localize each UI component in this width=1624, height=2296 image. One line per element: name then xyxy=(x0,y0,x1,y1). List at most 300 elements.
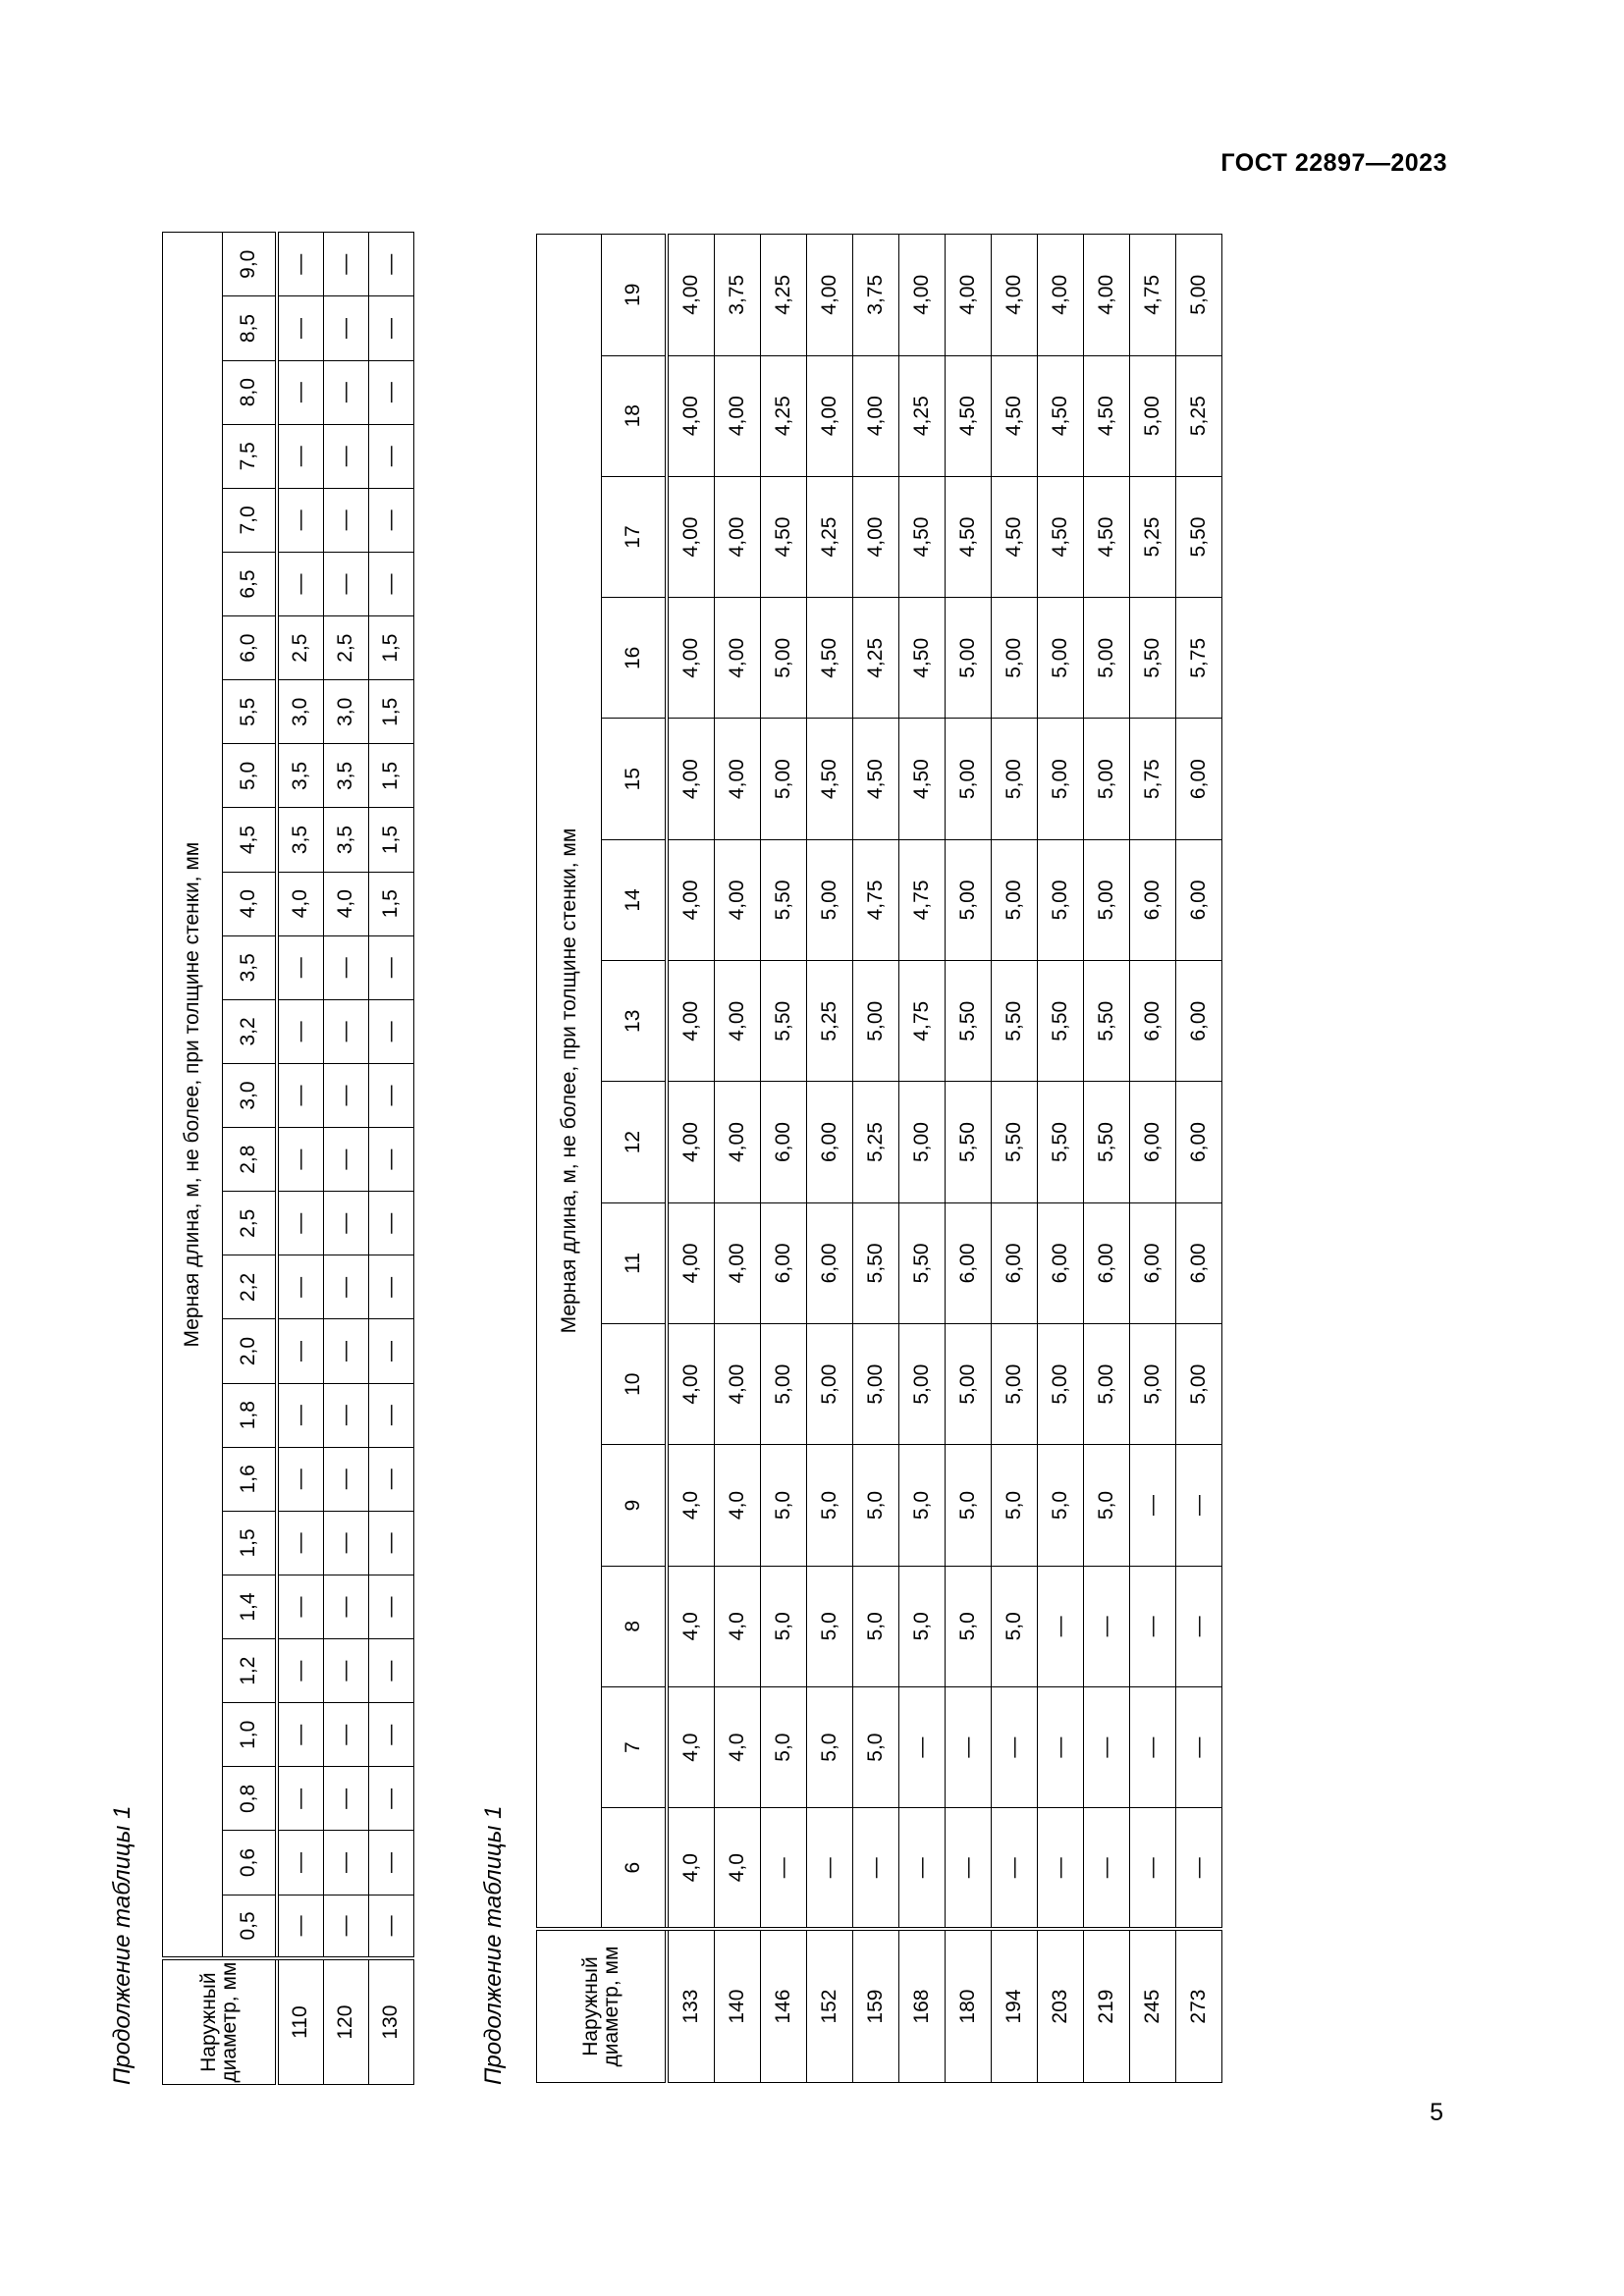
length-value-cell: 3,75 xyxy=(852,235,898,356)
wall-thickness-header: 19 xyxy=(602,235,667,356)
length-value-cell: 3,5 xyxy=(323,808,368,872)
length-value-cell: 5,00 xyxy=(945,598,991,719)
wall-thickness-header: 0,5 xyxy=(223,1895,277,1958)
length-value-cell: — xyxy=(368,1255,413,1319)
length-value-cell: 5,00 xyxy=(1129,355,1175,476)
length-value-cell: 4,00 xyxy=(667,961,715,1082)
length-value-cell: 5,0 xyxy=(991,1445,1037,1566)
length-value-cell: 4,25 xyxy=(760,355,806,476)
length-value-cell: 6,00 xyxy=(806,1202,852,1323)
length-value-cell: 4,50 xyxy=(898,476,945,597)
table1-wrapper xyxy=(162,232,414,2085)
length-value-cell: — xyxy=(368,296,413,360)
length-value-cell: 6,00 xyxy=(760,1202,806,1323)
wall-thickness-header: 7,0 xyxy=(223,488,277,552)
diameter-cell: 245 xyxy=(1129,1929,1175,2082)
length-value-cell: — xyxy=(323,488,368,552)
wall-thickness-header: 3,2 xyxy=(223,999,277,1063)
wall-thickness-header: 6,0 xyxy=(223,616,277,680)
length-value-cell: 6,00 xyxy=(1175,719,1221,839)
length-value-cell: — xyxy=(277,935,324,999)
wall-thickness-header: 2,5 xyxy=(223,1192,277,1255)
length-value-cell: 5,0 xyxy=(898,1566,945,1686)
length-value-cell: — xyxy=(323,1192,368,1255)
diameter-cell: 140 xyxy=(714,1929,760,2082)
length-value-cell: 4,00 xyxy=(714,1202,760,1323)
length-value-cell: — xyxy=(277,1128,324,1192)
length-value-cell: 5,00 xyxy=(1083,598,1129,719)
length-value-cell: 4,00 xyxy=(1037,235,1083,356)
length-value-cell: — xyxy=(1037,1808,1083,1929)
length-value-cell: 4,00 xyxy=(714,476,760,597)
wall-thickness-header: 5,5 xyxy=(223,680,277,744)
length-value-cell: 5,00 xyxy=(806,1324,852,1445)
length-value-cell: — xyxy=(368,1575,413,1638)
length-value-cell: 4,00 xyxy=(852,476,898,597)
length-value-cell: 4,00 xyxy=(945,235,991,356)
length-value-cell: — xyxy=(806,1808,852,1929)
wall-thickness-header: 12 xyxy=(602,1082,667,1202)
length-value-cell: — xyxy=(323,1895,368,1958)
length-value-cell: 4,0 xyxy=(667,1566,715,1686)
length-value-cell: 5,00 xyxy=(898,1324,945,1445)
length-value-cell: 5,50 xyxy=(1083,961,1129,1082)
length-value-cell: 5,25 xyxy=(806,961,852,1082)
table-row xyxy=(368,233,413,2085)
length-value-cell: 5,25 xyxy=(1175,355,1221,476)
diameter-cell: 219 xyxy=(1083,1929,1129,2082)
length-value-cell: — xyxy=(277,1703,324,1767)
length-value-cell: 5,50 xyxy=(991,1082,1037,1202)
length-value-cell: 4,00 xyxy=(898,235,945,356)
length-value-cell: 4,0 xyxy=(667,1445,715,1566)
length-value-cell: — xyxy=(991,1686,1037,1807)
length-value-cell: 5,00 xyxy=(1037,598,1083,719)
length-value-cell: 4,50 xyxy=(898,719,945,839)
length-value-cell: 1,5 xyxy=(368,680,413,744)
length-value-cell: 5,00 xyxy=(1083,839,1129,960)
length-value-cell: — xyxy=(323,1447,368,1511)
diameter-cell: 130 xyxy=(368,1958,413,2084)
wall-thickness-header: 6 xyxy=(602,1808,667,1929)
table-row xyxy=(1037,235,1083,2083)
diameter-cell: 159 xyxy=(852,1929,898,2082)
length-value-cell: — xyxy=(852,1808,898,1929)
wall-thickness-header: 10 xyxy=(602,1324,667,1445)
length-value-cell: — xyxy=(277,1767,324,1831)
length-value-cell: 4,00 xyxy=(667,598,715,719)
length-value-cell: 5,75 xyxy=(1129,719,1175,839)
table-row xyxy=(323,233,368,2085)
length-value-cell: 5,50 xyxy=(1129,598,1175,719)
diameter-cell: 110 xyxy=(277,1958,324,2084)
table-row xyxy=(714,235,760,2083)
length-value-cell: — xyxy=(277,1511,324,1575)
length-value-cell: — xyxy=(760,1808,806,1929)
diameter-cell: 133 xyxy=(667,1929,715,2082)
length-value-cell: — xyxy=(1083,1566,1129,1686)
wall-thickness-header: 1,8 xyxy=(223,1383,277,1447)
length-value-cell: 5,0 xyxy=(760,1686,806,1807)
length-value-cell: 4,75 xyxy=(852,839,898,960)
length-value-cell: 5,50 xyxy=(1175,476,1221,597)
wall-thickness-header: 2,2 xyxy=(223,1255,277,1319)
length-value-cell: — xyxy=(1175,1686,1221,1807)
length-value-cell: — xyxy=(323,1831,368,1895)
wall-thickness-header: 18 xyxy=(602,355,667,476)
wall-thickness-header: 7,5 xyxy=(223,424,277,488)
length-value-cell: — xyxy=(323,424,368,488)
length-value-cell: — xyxy=(323,1703,368,1767)
length-value-cell: 5,50 xyxy=(760,839,806,960)
wall-thickness-header: 13 xyxy=(602,961,667,1082)
length-value-cell: — xyxy=(1175,1808,1221,1929)
length-value-cell: 3,0 xyxy=(277,680,324,744)
length-value-cell: 4,00 xyxy=(667,355,715,476)
length-value-cell: 4,25 xyxy=(898,355,945,476)
table-row xyxy=(1129,235,1175,2083)
length-value-cell: — xyxy=(368,424,413,488)
length-value-cell: — xyxy=(1129,1445,1175,1566)
wall-thickness-header: 2,0 xyxy=(223,1319,277,1383)
length-value-cell: — xyxy=(277,1639,324,1703)
wall-thickness-header: 8,5 xyxy=(223,296,277,360)
length-value-cell: 5,0 xyxy=(898,1445,945,1566)
length-value-cell: 3,5 xyxy=(323,744,368,808)
wall-thickness-header: 8 xyxy=(602,1566,667,1686)
length-value-cell: 6,00 xyxy=(1175,1202,1221,1323)
length-value-cell: 4,0 xyxy=(714,1445,760,1566)
length-value-cell: 6,00 xyxy=(1129,1082,1175,1202)
length-value-cell: — xyxy=(898,1686,945,1807)
length-value-cell: 6,00 xyxy=(1175,961,1221,1082)
length-value-cell: 5,00 xyxy=(991,598,1037,719)
length-value-cell: 6,00 xyxy=(1175,1082,1221,1202)
length-value-cell: 5,50 xyxy=(991,961,1037,1082)
wall-thickness-header: 5,0 xyxy=(223,744,277,808)
length-value-cell: 5,00 xyxy=(1037,1324,1083,1445)
length-value-cell: 4,00 xyxy=(806,355,852,476)
length-value-cell: 5,00 xyxy=(1083,1324,1129,1445)
table-row xyxy=(760,235,806,2083)
length-value-cell: 4,25 xyxy=(852,598,898,719)
length-value-cell: — xyxy=(368,1703,413,1767)
length-value-cell: 4,75 xyxy=(898,839,945,960)
length-value-cell: 5,00 xyxy=(852,961,898,1082)
length-value-cell: 5,00 xyxy=(1037,839,1083,960)
length-value-cell: — xyxy=(277,1319,324,1383)
diameter-cell: 194 xyxy=(991,1929,1037,2082)
length-value-cell: 6,00 xyxy=(806,1082,852,1202)
wall-thickness-header: 1,5 xyxy=(223,1511,277,1575)
length-value-cell: 4,00 xyxy=(667,476,715,597)
length-value-cell: — xyxy=(277,1063,324,1127)
length-value-cell: 5,0 xyxy=(1083,1445,1129,1566)
length-value-cell: 6,00 xyxy=(1129,961,1175,1082)
length-value-cell: 5,00 xyxy=(1037,719,1083,839)
length-value-cell: 4,00 xyxy=(714,719,760,839)
length-value-cell: — xyxy=(323,1255,368,1319)
wall-thickness-header: 6,5 xyxy=(223,552,277,615)
length-value-cell: — xyxy=(277,360,324,424)
length-value-cell: 5,00 xyxy=(1129,1324,1175,1445)
length-value-cell: — xyxy=(277,1895,324,1958)
length-value-cell: 6,00 xyxy=(760,1082,806,1202)
length-value-cell: 5,0 xyxy=(1037,1445,1083,1566)
wall-thickness-header: 2,8 xyxy=(223,1128,277,1192)
diameter-cell: 152 xyxy=(806,1929,852,2082)
wall-thickness-header: 4,5 xyxy=(223,808,277,872)
length-value-cell: — xyxy=(323,296,368,360)
length-value-cell: 4,00 xyxy=(1083,235,1129,356)
length-value-cell: 4,00 xyxy=(806,235,852,356)
length-value-cell: 4,00 xyxy=(852,355,898,476)
wall-thickness-header: 1,2 xyxy=(223,1639,277,1703)
diameter-cell: 203 xyxy=(1037,1929,1083,2082)
length-value-cell: 5,0 xyxy=(852,1566,898,1686)
length-value-cell: 5,00 xyxy=(852,1324,898,1445)
length-value-cell: 5,00 xyxy=(1175,235,1221,356)
length-value-cell: — xyxy=(1037,1566,1083,1686)
length-value-cell: — xyxy=(368,1383,413,1447)
wall-thickness-header: 14 xyxy=(602,839,667,960)
wall-thickness-header: 17 xyxy=(602,476,667,597)
length-value-cell: 4,00 xyxy=(714,839,760,960)
table1-caption: Продолжение таблицы 1 xyxy=(109,1805,135,2085)
length-value-cell: 4,0 xyxy=(667,1686,715,1807)
length-value-cell: 5,75 xyxy=(1175,598,1221,719)
length-value-cell: — xyxy=(277,1831,324,1895)
length-value-cell: 5,0 xyxy=(760,1566,806,1686)
length-value-cell: 5,0 xyxy=(852,1686,898,1807)
length-value-cell: 4,00 xyxy=(667,719,715,839)
table-row xyxy=(277,233,324,2085)
length-value-cell: 5,25 xyxy=(852,1082,898,1202)
length-value-cell: 4,0 xyxy=(714,1808,760,1929)
length-value-cell: 3,5 xyxy=(277,744,324,808)
length-value-cell: 4,25 xyxy=(806,476,852,597)
length-value-cell: — xyxy=(323,360,368,424)
length-value-cell: 5,0 xyxy=(806,1445,852,1566)
length-value-cell: — xyxy=(323,1767,368,1831)
length-value-cell: 5,00 xyxy=(991,1324,1037,1445)
length-value-cell: 6,00 xyxy=(1037,1202,1083,1323)
table2-caption: Продолжение таблицы 1 xyxy=(480,1805,507,2085)
length-value-cell: 1,5 xyxy=(368,744,413,808)
table-row xyxy=(945,235,991,2083)
length-value-cell: — xyxy=(323,552,368,615)
length-value-cell: — xyxy=(277,1383,324,1447)
wall-thickness-header: 15 xyxy=(602,719,667,839)
table-row xyxy=(991,235,1037,2083)
length-value-cell: — xyxy=(277,1192,324,1255)
length-value-cell: 5,00 xyxy=(1083,719,1129,839)
table-row xyxy=(898,235,945,2083)
length-value-cell: 4,25 xyxy=(760,235,806,356)
length-value-cell: 4,00 xyxy=(667,235,715,356)
length-value-cell: — xyxy=(368,999,413,1063)
length-value-cell: 3,5 xyxy=(277,808,324,872)
length-value-cell: — xyxy=(277,1447,324,1511)
length-value-cell: 6,00 xyxy=(1083,1202,1129,1323)
table-row xyxy=(852,235,898,2083)
length-value-cell: — xyxy=(368,552,413,615)
page-number: 5 xyxy=(1430,2099,1443,2126)
length-value-cell: — xyxy=(323,1319,368,1383)
length-value-cell: — xyxy=(277,999,324,1063)
length-value-cell: 4,00 xyxy=(991,235,1037,356)
length-value-cell: 4,75 xyxy=(1129,235,1175,356)
length-value-cell: 5,0 xyxy=(806,1566,852,1686)
length-value-cell: — xyxy=(323,1128,368,1192)
length-value-cell: — xyxy=(368,1063,413,1127)
length-value-cell: — xyxy=(1175,1566,1221,1686)
wall-thickness-header: 8,0 xyxy=(223,360,277,424)
length-value-cell: — xyxy=(1175,1445,1221,1566)
length-value-cell: 5,50 xyxy=(1037,961,1083,1082)
diameter-cell: 146 xyxy=(760,1929,806,2082)
table-row xyxy=(806,235,852,2083)
length-value-cell: 5,0 xyxy=(991,1566,1037,1686)
length-value-cell: 4,0 xyxy=(277,872,324,935)
length-value-cell: 5,0 xyxy=(852,1445,898,1566)
length-value-cell: — xyxy=(945,1808,991,1929)
length-value-cell: 5,0 xyxy=(806,1686,852,1807)
length-value-cell: 4,50 xyxy=(1037,355,1083,476)
table-row xyxy=(1083,235,1129,2083)
length-value-cell: 4,00 xyxy=(667,839,715,960)
length-value-cell: 4,0 xyxy=(667,1808,715,1929)
length-value-cell: 5,00 xyxy=(945,839,991,960)
length-value-cell: — xyxy=(368,1319,413,1383)
table-row xyxy=(1175,235,1221,2083)
length-value-cell: 2,5 xyxy=(323,616,368,680)
length-value-cell: 6,00 xyxy=(945,1202,991,1323)
length-value-cell: — xyxy=(991,1808,1037,1929)
wall-thickness-header: 9,0 xyxy=(223,233,277,296)
length-value-cell: 5,0 xyxy=(760,1445,806,1566)
wall-thickness-header: 1,4 xyxy=(223,1575,277,1638)
length-value-cell: 4,50 xyxy=(945,355,991,476)
length-value-cell: — xyxy=(1129,1686,1175,1807)
length-value-cell: 5,00 xyxy=(760,719,806,839)
diameter-header: Наружный диаметр, мм xyxy=(537,1929,667,2082)
table-row xyxy=(667,235,715,2083)
length-value-cell: — xyxy=(1129,1808,1175,1929)
length-value-cell: 4,00 xyxy=(714,1082,760,1202)
wall-thickness-header: 3,0 xyxy=(223,1063,277,1127)
length-value-cell: — xyxy=(1037,1686,1083,1807)
diameter-cell: 273 xyxy=(1175,1929,1221,2082)
length-value-cell: 4,50 xyxy=(806,719,852,839)
wall-thickness-header: 1,6 xyxy=(223,1447,277,1511)
length-value-cell: 5,00 xyxy=(991,719,1037,839)
wall-thickness-group-header: Мерная длина, м, не более, при толщине стенки, мм xyxy=(163,233,223,1959)
length-value-cell: 5,50 xyxy=(852,1202,898,1323)
length-value-cell: 4,50 xyxy=(1083,355,1129,476)
length-value-cell: — xyxy=(323,1511,368,1575)
wall-thickness-header: 0,8 xyxy=(223,1767,277,1831)
length-value-cell: — xyxy=(368,1447,413,1511)
length-value-cell: — xyxy=(368,1639,413,1703)
length-value-cell: — xyxy=(323,1639,368,1703)
length-value-cell: 4,00 xyxy=(714,598,760,719)
length-value-cell: — xyxy=(1129,1566,1175,1686)
table1 xyxy=(162,232,414,2085)
length-value-cell: 4,50 xyxy=(760,476,806,597)
wall-thickness-header: 7 xyxy=(602,1686,667,1807)
document-code: ГОСТ 22897—2023 xyxy=(1220,149,1447,177)
length-value-cell: 5,0 xyxy=(945,1566,991,1686)
diameter-cell: 180 xyxy=(945,1929,991,2082)
length-value-cell: 5,50 xyxy=(1037,1082,1083,1202)
length-value-cell: 6,00 xyxy=(1175,839,1221,960)
length-value-cell: 4,00 xyxy=(667,1082,715,1202)
length-value-cell: 5,00 xyxy=(760,598,806,719)
length-value-cell: 6,00 xyxy=(1129,1202,1175,1323)
length-value-cell: 4,0 xyxy=(323,872,368,935)
length-value-cell: — xyxy=(368,1895,413,1958)
table2-wrapper xyxy=(536,234,1222,2083)
length-value-cell: 4,75 xyxy=(898,961,945,1082)
length-value-cell: 4,00 xyxy=(667,1324,715,1445)
length-value-cell: 4,0 xyxy=(714,1566,760,1686)
length-value-cell: 4,50 xyxy=(898,598,945,719)
length-value-cell: 6,00 xyxy=(1129,839,1175,960)
length-value-cell: — xyxy=(368,233,413,296)
length-value-cell: — xyxy=(277,1575,324,1638)
length-value-cell: — xyxy=(368,1192,413,1255)
length-value-cell: 4,50 xyxy=(806,598,852,719)
length-value-cell: 5,0 xyxy=(945,1445,991,1566)
length-value-cell: 4,50 xyxy=(991,355,1037,476)
length-value-cell: — xyxy=(1083,1808,1129,1929)
length-value-cell: — xyxy=(323,233,368,296)
length-value-cell: — xyxy=(368,488,413,552)
length-value-cell: 5,50 xyxy=(1083,1082,1129,1202)
wall-thickness-header: 0,6 xyxy=(223,1831,277,1895)
length-value-cell: — xyxy=(323,1383,368,1447)
length-value-cell: 5,50 xyxy=(945,1082,991,1202)
length-value-cell: — xyxy=(277,233,324,296)
length-value-cell: — xyxy=(368,1128,413,1192)
length-value-cell: 6,00 xyxy=(991,1202,1037,1323)
length-value-cell: 4,50 xyxy=(991,476,1037,597)
wall-thickness-header: 11 xyxy=(602,1202,667,1323)
length-value-cell: 4,0 xyxy=(714,1686,760,1807)
length-value-cell: — xyxy=(277,552,324,615)
length-value-cell: 4,50 xyxy=(1037,476,1083,597)
length-value-cell: — xyxy=(323,935,368,999)
length-value-cell: — xyxy=(898,1808,945,1929)
length-value-cell: 5,00 xyxy=(806,839,852,960)
length-value-cell: — xyxy=(277,1255,324,1319)
length-value-cell: 4,00 xyxy=(667,1202,715,1323)
length-value-cell: 5,00 xyxy=(991,839,1037,960)
table2 xyxy=(536,234,1222,2083)
length-value-cell: 5,00 xyxy=(1175,1324,1221,1445)
length-value-cell: 1,5 xyxy=(368,808,413,872)
length-value-cell: 5,50 xyxy=(898,1202,945,1323)
length-value-cell: 4,00 xyxy=(714,961,760,1082)
length-value-cell: 4,50 xyxy=(1083,476,1129,597)
length-value-cell: 4,00 xyxy=(714,1324,760,1445)
length-value-cell: 5,50 xyxy=(945,961,991,1082)
length-value-cell: — xyxy=(323,1575,368,1638)
length-value-cell: 5,00 xyxy=(760,1324,806,1445)
diameter-header: Наружный диаметр, мм xyxy=(163,1958,277,2084)
length-value-cell: 5,00 xyxy=(945,1324,991,1445)
